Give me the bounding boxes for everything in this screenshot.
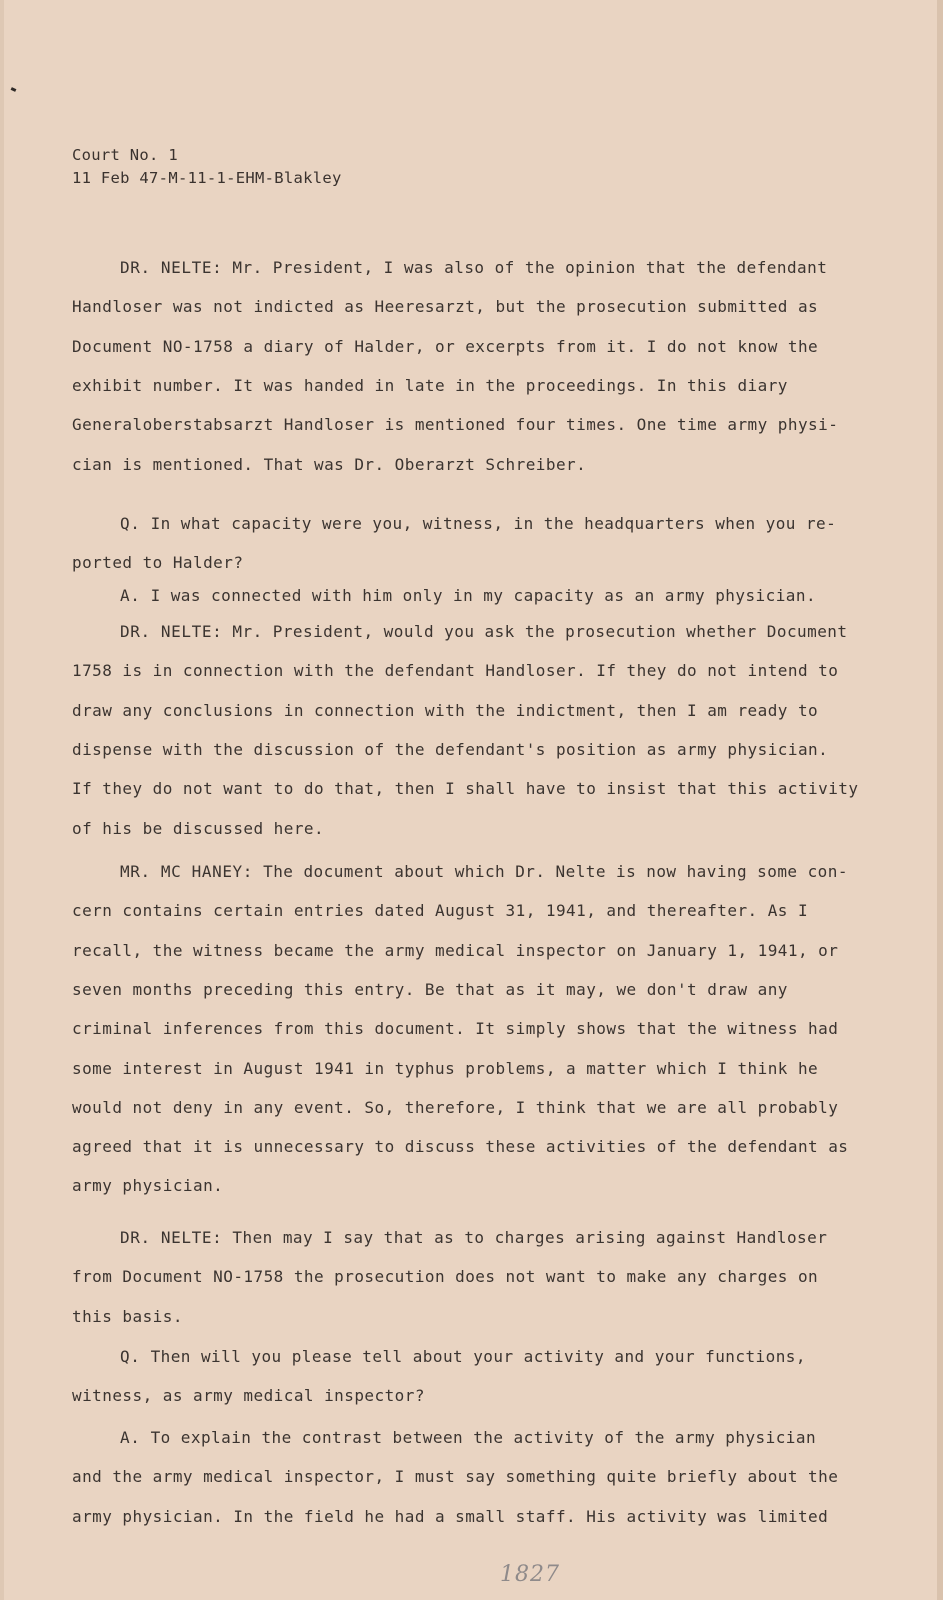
paragraph-line: cian is mentioned. That was Dr. Oberarzt Schreiber. bbox=[72, 454, 587, 474]
line-text: Mr. President, would you ask the prosecution whether Document bbox=[232, 622, 848, 641]
paragraph-line: of his be discussed here. bbox=[72, 818, 325, 838]
paragraph-line: Generaloberstabsarzt Handloser is mentioned four times. One time army physi- bbox=[72, 415, 839, 435]
paragraph-line: Document NO-1758 a diary of Halder, or excerpts from it. I do not know the bbox=[72, 336, 819, 356]
line-text: Then will you please tell about your activity and your functions, bbox=[150, 1347, 806, 1366]
line-text: In what capacity were you, witness, in the headquarters when you re- bbox=[150, 514, 837, 533]
paragraph-line: ported to Halder? bbox=[72, 553, 244, 573]
paragraph-first-line bbox=[120, 1428, 816, 1447]
speaker-label: Q. bbox=[120, 514, 141, 533]
paragraph-line: this basis. bbox=[72, 1306, 183, 1326]
paragraph-first-line bbox=[120, 1228, 827, 1247]
speaker-label: DR. NELTE: bbox=[120, 1228, 223, 1247]
speaker-label: DR. NELTE: bbox=[120, 258, 223, 277]
paragraph-line: would not deny in any event. So, therefore, I think that we are all probably bbox=[72, 1097, 839, 1117]
paragraph-line: recall, the witness became the army medical inspector on January 1, 1941, or bbox=[72, 940, 839, 960]
line-text: To explain the contrast between the activity of the army physician bbox=[150, 1428, 817, 1447]
paragraph-line: criminal inferences from this document. It simply shows that the witness had bbox=[72, 1019, 839, 1039]
paragraph-line: seven months preceding this entry. Be that as it may, we don't draw any bbox=[72, 979, 788, 999]
document-header bbox=[72, 144, 342, 190]
paragraph-first-line bbox=[120, 862, 848, 881]
page-number: 1827 bbox=[500, 1562, 560, 1587]
paragraph-line: agreed that it is unnecessary to discuss these activities of the defendant as bbox=[72, 1137, 849, 1157]
paragraph-line: army physician. In the field he had a small staff. His activity was limited bbox=[72, 1506, 829, 1526]
speaker-label: Q. bbox=[120, 1347, 141, 1366]
line-text: Then may I say that as to charges arising against Handloser bbox=[232, 1228, 828, 1247]
paragraph-first-line bbox=[120, 622, 847, 641]
paragraph-line: army physician. bbox=[72, 1176, 224, 1196]
paragraph-line: draw any conclusions in connection with the indictment, then I am ready to bbox=[72, 700, 819, 720]
transcript-reference: 11 Feb 47-M-11-1-EHM-Blakley bbox=[72, 169, 342, 187]
paragraph-line: from Document NO-1758 the prosecution does not want to make any charges on bbox=[72, 1267, 819, 1287]
speaker-label: DR. NELTE: bbox=[120, 622, 223, 641]
paragraph-first-line bbox=[120, 258, 827, 277]
speaker-label: A. bbox=[120, 586, 141, 605]
paragraph-line: Handloser was not indicted as Heeresarzt, but the prosecution submitted as bbox=[72, 297, 819, 317]
speaker-label: MR. MC HANEY: bbox=[120, 862, 254, 881]
paragraph-line: cern contains certain entries dated August 31, 1941, and thereafter. As I bbox=[72, 901, 809, 921]
line-text: The document about which Dr. Nelte is now having some con- bbox=[263, 862, 848, 881]
margin-mark bbox=[11, 87, 17, 92]
line-text: Mr. President, I was also of the opinion that the defendant bbox=[232, 258, 828, 277]
paragraph-first-line bbox=[120, 514, 836, 533]
paragraph-line: some interest in August 1941 in typhus problems, a matter which I think he bbox=[72, 1058, 819, 1078]
page-right-edge bbox=[937, 0, 943, 1600]
paragraph-line: 1758 is in connection with the defendant Handloser. If they do not intend to bbox=[72, 661, 839, 681]
paragraph-line: and the army medical inspector, I must say something quite briefly about the bbox=[72, 1467, 839, 1487]
paragraph-first-line bbox=[120, 586, 816, 605]
paragraph-line: dispense with the discussion of the defendant's position as army physician. bbox=[72, 739, 829, 759]
line-text: I was connected with him only in my capacity as an army physician. bbox=[150, 586, 817, 605]
speaker-label: A. bbox=[120, 1428, 141, 1447]
paragraph-line: If they do not want to do that, then I shall have to insist that this activity bbox=[72, 779, 859, 799]
paragraph-line: exhibit number. It was handed in late in the proceedings. In this diary bbox=[72, 375, 788, 395]
court-number: Court No. 1 bbox=[72, 146, 178, 164]
paragraph-first-line bbox=[120, 1347, 806, 1366]
paragraph-line: witness, as army medical inspector? bbox=[72, 1386, 425, 1406]
page-left-edge bbox=[0, 0, 4, 1600]
